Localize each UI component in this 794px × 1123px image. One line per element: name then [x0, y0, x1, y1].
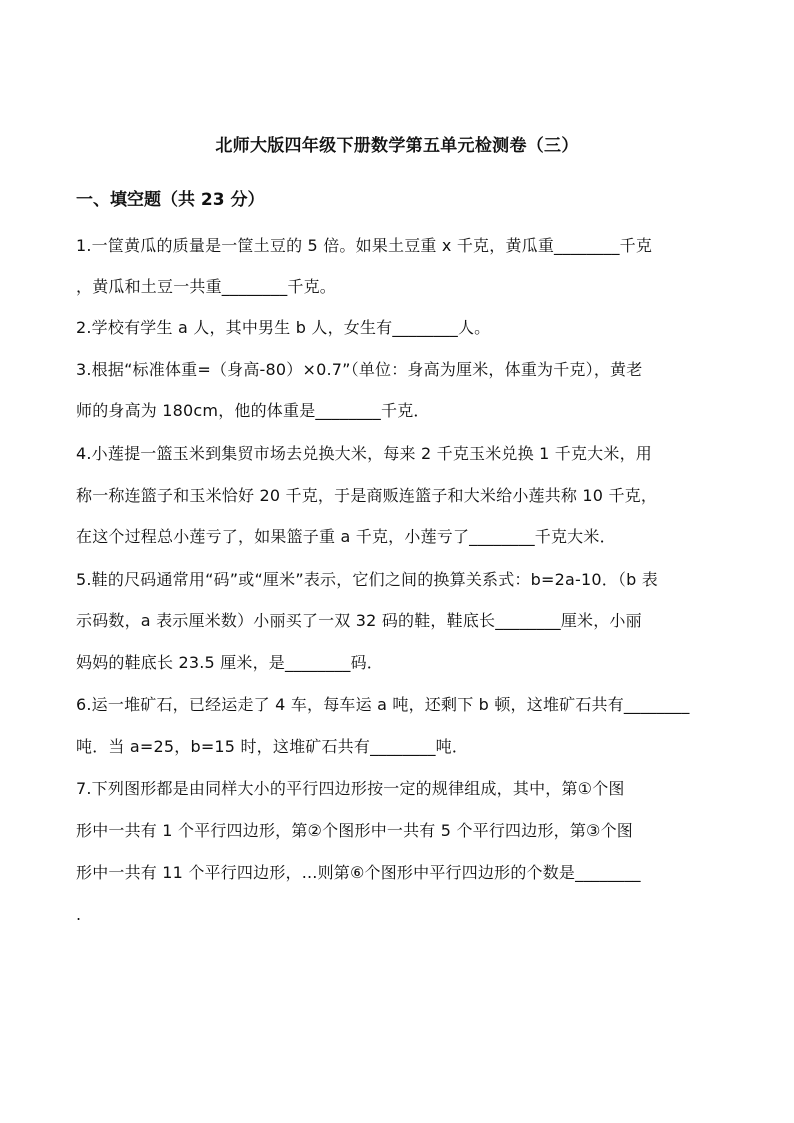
question-1-line-1: 1.一筐黄瓜的质量是一筐土豆的 5 倍。如果土豆重 x 千克，黄瓜重________千克: [76, 236, 653, 255]
question-6-line-2: 吨．当 a=25，b=15 时，这堆矿石共有________吨．: [76, 737, 469, 756]
question-5-line-1: 5.鞋的尺码通常用“码”或“厘米”表示，它们之间的换算关系式：b=2a-10．（b 表: [76, 570, 658, 589]
page-title: 北师大版四年级下册数学第五单元检测卷（三）: [215, 136, 579, 156]
trailing-period: .: [76, 905, 82, 924]
question-7-line-3: 形中一共有 11 个平行四边形，...则第⑥个图形中平行四边形的个数是________: [76, 863, 641, 882]
question-7-line-1: 7.下列图形都是由同样大小的平行四边形按一定的规律组成，其中，第①个图: [76, 779, 625, 798]
question-2-line-1: 2.学校有学生 a 人，其中男生 b 人，女生有________人。: [76, 318, 491, 337]
section-heading: 一、填空题（共 23 分）: [76, 190, 265, 210]
question-6-line-1: 6.运一堆矿石，已经运走了 4 车，每车运 a 吨，还剩下 b 顿，这堆矿石共有________: [76, 695, 690, 714]
question-5-line-2: 示码数，a 表示厘米数）小丽买了一双 32 码的鞋，鞋底长________厘米，小丽: [76, 611, 642, 630]
question-4-line-1: 4.小莲提一篮玉米到集贸市场去兑换大米，每来 2 千克玉米兑换 1 千克大米，用: [76, 444, 652, 463]
question-5-line-3: 妈妈的鞋底长 23.5 厘米，是________码．: [76, 653, 383, 672]
question-4-line-2: 称一称连篮子和玉米恰好 20 千克，于是商贩连篮子和大米给小莲共称 10 千克，: [76, 486, 658, 505]
question-3-line-1: 3.根据“标准体重=（身高-80）×0.7”（单位：身高为厘米，体重为千克），黄老: [76, 360, 643, 379]
question-1-line-2: ，黄瓜和土豆一共重________千克。: [76, 277, 337, 296]
question-7-line-2: 形中一共有 1 个平行四边形，第②个图形中一共有 5 个平行四边形，第③个图: [76, 821, 633, 840]
question-4-line-3: 在这个过程总小莲亏了，如果篮子重 a 千克，小莲亏了________千克大米．: [76, 527, 616, 546]
question-3-line-2: 师的身高为 180cm，他的体重是________千克．: [76, 401, 430, 420]
